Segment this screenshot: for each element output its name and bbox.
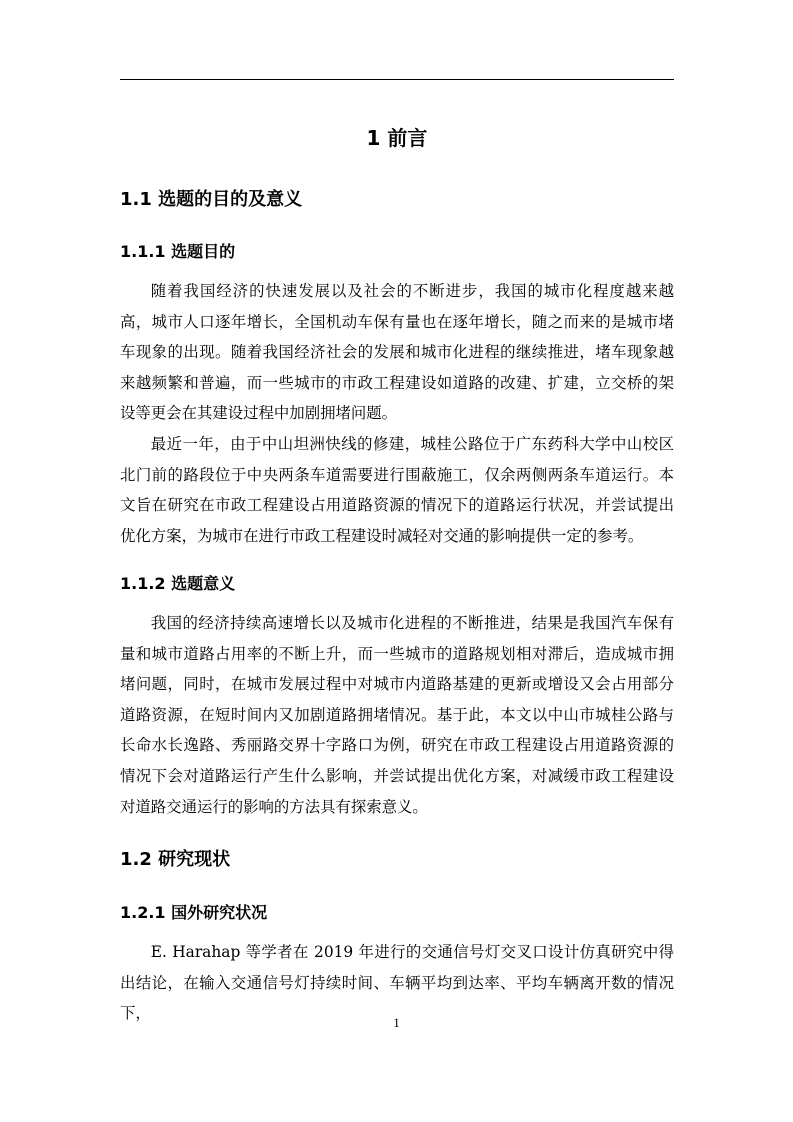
header-rule <box>120 79 674 80</box>
section-heading-1-2-1: 1.2.1 国外研究状况 <box>120 903 268 922</box>
paragraph-purpose-2: 最近一年，由于中山坦洲快线的修建，城桂公路位于广东药科大学中山校区北门前的路段位于中央两条车道需要进行围蔽施工，仅余两侧两条车道运行。本文旨在研究在市政工程建设占用道路资源的情况下的道路运行状况，并尝试提出优化方案，为城市在进行市政工程建设时减轻对交通的影响提供一定的参考。 <box>120 435 674 545</box>
paragraph-foreign-research: E. Harahap 等学者在 2019 年进行的交通信号灯交叉口设计仿真研究中得出结论，在输入交通信号灯持续时间、车辆平均到达率、平均车辆离开数的情况下， <box>120 943 674 1023</box>
chapter-title: 1 前言 <box>366 126 428 150</box>
section-heading-1-1-1: 1.1.1 选题目的 <box>120 242 236 261</box>
paragraph-purpose-1: 随着我国经济的快速发展以及社会的不断进步，我国的城市化程度越来越高，城市人口逐年增长，全国机动车保有量也在逐年增长，随之而来的是城市堵车现象的出现。随着我国经济社会的发展和城市化进程的继续推进，堵车现象越来越频繁和普遍，而一些城市的市政工程建设如道路的改建、扩建，立交桥的架设等更会在其建设过程中加剧拥堵问题。 <box>120 282 674 423</box>
section-heading-1-1-2: 1.1.2 选题意义 <box>120 574 236 593</box>
section-heading-1-2: 1.2 研究现状 <box>120 849 231 870</box>
paragraph-significance: 我国的经济持续高速增长以及城市化进程的不断推进，结果是我国汽车保有量和城市道路占用率的不断上升，而一些城市的道路规划相对滞后，造成城市拥堵问题，同时，在城市发展过程中对城市内道路基建的更新或增设又会占用部分道路资源，在短时间内又加剧道路拥堵情况。基于此，本文以中山市城桂公路与长命水长逸路、秀丽路交界十字路口为例，研究在市政工程建设占用道路资源的情况下会对道路运行产生什么影响，并尝试提出优化方案，对减缓市政工程建设对道路交通运行的影响的方法具有探索意义。 <box>120 614 674 816</box>
section-heading-1-1: 1.1 选题的目的及意义 <box>120 189 303 210</box>
page-number: 1 <box>393 1015 400 1030</box>
